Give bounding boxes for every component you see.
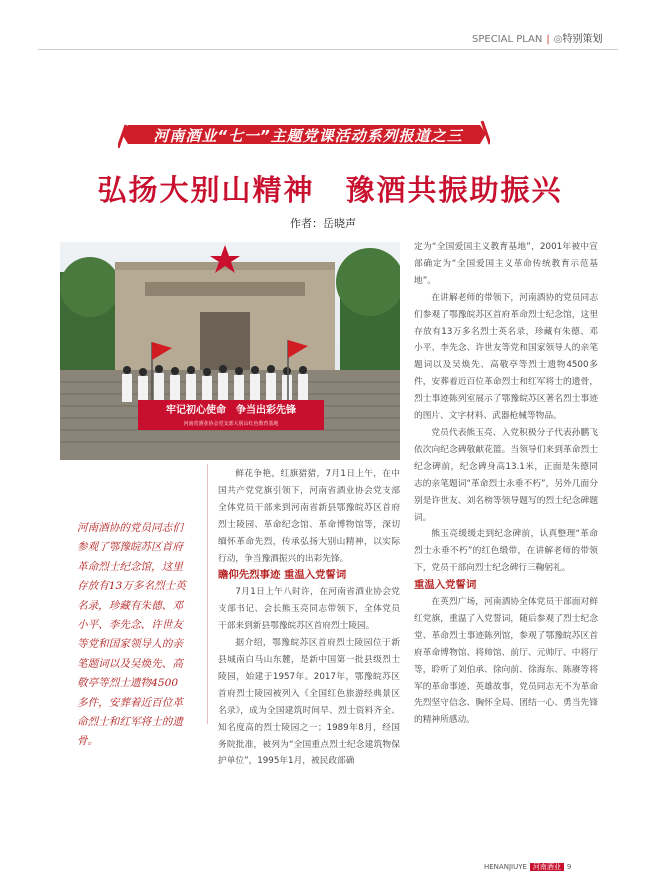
footer-tag: 河南酒业 bbox=[530, 863, 564, 871]
article-title: 弘扬大别山精神 豫酒共振助振兴 bbox=[97, 173, 563, 207]
section-label-en: SPECIAL PLAN bbox=[472, 34, 543, 45]
paragraph: 鲜花争艳，红旗猎猎，7月1日上午，在中国共产党党旗引领下，河南省酒业协会党支部全体党员干部来到河南省新县鄂豫皖苏区首府烈士陵园、革命纪念馆、革命博物馆等，深切缅怀革命先烈，传承弘扬大别山精神，以实际行动，争当豫酒振兴的出彩先锋。 bbox=[218, 469, 400, 564]
banner-text: 河南酒业“七一”主题党课活动系列报道之三 bbox=[153, 127, 463, 145]
middle-column bbox=[218, 466, 400, 770]
paragraph: 熊玉亮缓缓走到纪念碑前，认真整理“革命烈士永垂不朽”的红色缎带，在讲解老师的带领下，党员干部向烈士纪念碑行三鞠躬礼。 bbox=[414, 529, 598, 574]
author-line: 作者：岳晓声 bbox=[290, 217, 356, 230]
paragraph: 7月1日上午八时许，在河南省酒业协会党支部书记、会长熊玉亮同志带领下，全体党员干部来到新县鄂豫皖苏区首府烈士陵园。 bbox=[218, 587, 400, 632]
series-banner bbox=[118, 121, 490, 148]
photo-banner-line2: 河南省酒业协会党支部大别山红色教育基地 bbox=[183, 421, 279, 427]
paragraph: 在英烈广场，河南酒协全体党员干部面对鲜红党旗，重温了入党誓词，随后参观了烈士纪念堂、革命烈士事迹陈列馆，参观了鄂豫皖苏区首府革命博物馆、将帅馆、前厅、元帅厅、中将厅等，聆听了刘伯承、徐向前、徐海东、陈赓等将军的革命事迹、英雄故事，党员同志无不为革命先烈坚守信念、胸怀全局、团结一心、勇当先锋的精神所感动。 bbox=[414, 597, 598, 726]
section-label-cn: 特别策划 bbox=[562, 34, 603, 45]
group-photo bbox=[60, 242, 400, 460]
page-number: 9 bbox=[566, 863, 572, 871]
subheading: 重温入党誓词 bbox=[414, 579, 477, 592]
photo-banner-line1: 牢记初心使命 争当出彩先锋 bbox=[166, 405, 296, 416]
intro-quote: 河南酒协的党员同志们参观了鄂豫皖苏区首府革命烈士纪念馆，这里存放有13万多名烈士英名录，珍藏有朱德、邓小平、李先念、许世友等党和国家领导人的亲笔题词以及吴焕先、高敬亭等烈士遗物4500多件，安葬着近百位革命烈士和红军将士的遗骨。 bbox=[77, 522, 186, 748]
target-icon: ◎ bbox=[553, 34, 563, 45]
right-column bbox=[414, 239, 598, 729]
memorial-gate-photo bbox=[60, 242, 400, 460]
page-footer bbox=[484, 862, 571, 874]
page-header bbox=[472, 30, 602, 46]
footer-brand: HENANJIUYE bbox=[484, 863, 527, 871]
paragraph: 在讲解老师的带领下，河南酒协的党员同志们参观了鄂豫皖苏区首府革命烈士纪念馆，这里存放有13万多名烈士英名录，珍藏有朱德、邓小平、李先念、许世友等党和国家领导人的亲笔题词以及吴焕先、高敬亭等烈士遗物4500多件，安葬着近百位革命烈士和红军将士的遗骨，烈士事迹陈列室展示了鄂豫皖苏区著名烈士事迹的图片、文字材料、武器枪械等物品。 bbox=[414, 292, 598, 422]
paragraph: 定为“全国爱国主义教育基地”，2001年被中宣部确定为“全国爱国主义革命传统教育示范基地”。 bbox=[414, 242, 598, 286]
subheading: 瞻仰先烈事迹 重温入党誓词 bbox=[218, 569, 347, 582]
paragraph: 据介绍，鄂豫皖苏区首府烈士陵园位于新县城南白马山东麓，是新中国第一批县级烈士陵园，始建于1957年。2017年，鄂豫皖苏区首府烈士陵园被列入《全国红色旅游经典景区名录》，成为全国建筑时间早、烈士资料齐全、知名度高的烈士陵园之一；1989年8月，经国务院批准，被列为“全国重点烈士纪念建筑物保护单位”，1995年1月，被民政部确 bbox=[218, 638, 400, 767]
header-divider bbox=[38, 49, 618, 50]
header-separator: | bbox=[546, 34, 550, 45]
paragraph: 党员代表熊玉亮、入党积极分子代表孙鹏飞依次向纪念碑敬献花篮。当领导们来到革命烈士纪念碑前，纪念碑身高13.1米，正面是朱德同志的亲笔题词“革命烈士永垂不朽”，另外几面分别是许世友、刘名榜等领导题写的烈士纪念碑题词。 bbox=[414, 427, 598, 523]
column-divider bbox=[207, 464, 208, 724]
